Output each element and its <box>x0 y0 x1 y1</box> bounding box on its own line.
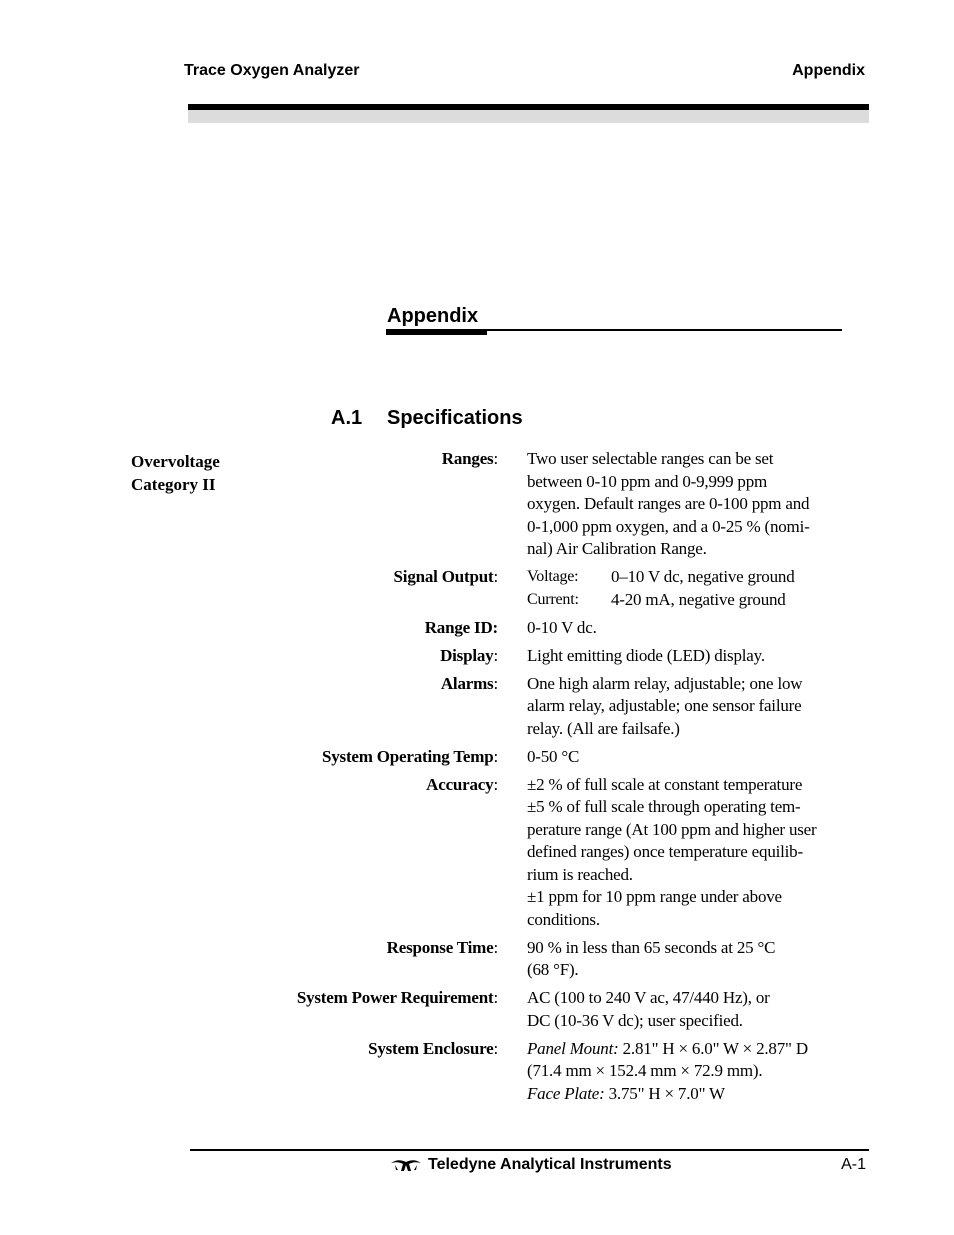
spec-label: System Enclosure <box>368 1038 494 1058</box>
spec-value-line: between 0-10 ppm and 0-9,999 ppm <box>527 471 768 491</box>
spec-value-line: ±2 % of full scale at constant temperature <box>527 774 803 794</box>
footer-company <box>390 1156 672 1174</box>
spec-value-line: oxygen. Default ranges are 0-100 ppm and <box>527 494 810 513</box>
spec-ranges: Ranges: Two user selectable ranges can be set between 0-10 ppm and 0-9,999 ppm oxygen. Default ranges are 0-100 ppm and 0-1,000 ppm oxygen, and a 0-25 % (nomi- nal) Air Calibration Range. <box>240 448 840 561</box>
signal-current-value: 4-20 mA, negative ground <box>611 589 786 609</box>
spec-value-line: conditions. <box>527 909 600 929</box>
spec-label: Response Time <box>386 937 494 957</box>
page-number: A-1 <box>841 1156 866 1173</box>
running-header-section: Appendix <box>792 62 865 79</box>
section-number: A.1 <box>331 407 363 429</box>
spec-value-line: defined ranges) once temperature equilib- <box>527 842 803 861</box>
spec-value-line: ±5 % of full scale through operating tem- <box>527 797 801 816</box>
enclosure-face-line <box>527 1083 840 1106</box>
spec-label: Range ID: <box>424 617 498 637</box>
spec-value <box>527 448 840 561</box>
spec-value <box>527 937 840 982</box>
spec-value: 0-50 °C <box>527 746 580 766</box>
spec-response-time: Response Time: 90 % in less than 65 seconds at 25 °C (68 °F). <box>240 937 840 982</box>
spec-value-line: rium is reached. <box>527 864 633 884</box>
signal-voltage-row <box>527 566 840 589</box>
enclosure-panel-key: Panel Mount: <box>527 1038 619 1058</box>
spec-label: System Operating Temp <box>321 746 494 766</box>
spec-display: Display: Light emitting diode (LED) display. <box>240 645 840 668</box>
spec-value-line: relay. (All are failsafe.) <box>527 718 680 738</box>
signal-current-key: Current: <box>527 590 579 608</box>
spec-signal-output: Signal Output: Voltage: 0–10 V dc, negative ground Current: 4-20 mA, negative ground <box>240 566 840 611</box>
spec-range-id <box>240 617 840 640</box>
spec-value-line: (68 °F). <box>527 960 579 979</box>
enclosure-panel-line <box>527 1038 840 1061</box>
spec-value-line: alarm relay, adjustable; one sensor failure <box>527 696 802 715</box>
spec-label: Ranges <box>441 449 494 468</box>
spec-value <box>527 1038 840 1106</box>
spec-label: Signal Output <box>393 567 494 586</box>
enclosure-face-value: 3.75" H × 7.0" W <box>604 1083 725 1103</box>
enclosure-panel-value: 2.81" H × 6.0" W × 2.87" D <box>618 1038 808 1058</box>
spec-value-line: perature range (At 100 ppm and higher user <box>527 819 817 839</box>
enclosure-panel-mm: (71.4 mm × 152.4 mm × 72.9 mm). <box>527 1061 763 1080</box>
header-gray-band <box>188 110 869 123</box>
spec-label: Display <box>440 645 494 665</box>
spec-value <box>527 987 840 1032</box>
spec-value-line: DC (10-36 V dc); user specified. <box>527 1010 743 1030</box>
spec-value-line: AC (100 to 240 V ac, 47/440 Hz), or <box>527 988 770 1007</box>
teledyne-logo-icon <box>390 1158 422 1172</box>
margin-note-line: Overvoltage <box>131 452 220 471</box>
spec-value: Light emitting diode (LED) display. <box>527 645 765 665</box>
spec-value-line: 0-1,000 ppm oxygen, and a 0-25 % (nomi- <box>527 516 810 536</box>
footer-rule <box>190 1149 869 1151</box>
section-title: Specifications <box>387 407 523 429</box>
spec-value <box>527 673 840 741</box>
margin-note-line: Category II <box>131 474 216 494</box>
spec-value-line: nal) Air Calibration Range. <box>527 539 707 558</box>
spec-value <box>527 566 840 611</box>
spec-value: 0-10 V dc. <box>527 617 597 637</box>
running-header-title: Trace Oxygen Analyzer <box>184 62 360 79</box>
signal-voltage-key: Voltage: <box>527 568 579 585</box>
footer-company-name: Teledyne Analytical Instruments <box>428 1156 672 1173</box>
enclosure-face-key: Face Plate: <box>527 1083 605 1103</box>
spec-label: System Power Requirement <box>296 988 494 1007</box>
signal-current-row <box>527 589 840 612</box>
chapter-title-rule-accent <box>386 331 487 335</box>
signal-voltage-value: 0–10 V dc, negative ground <box>611 567 795 586</box>
spec-value-line: ±1 ppm for 10 ppm range under above <box>527 887 782 906</box>
specifications-list <box>240 448 840 1111</box>
spec-value <box>527 774 840 932</box>
spec-value-line: 90 % in less than 65 seconds at 25 °C <box>527 937 776 957</box>
spec-enclosure: System Enclosure: Panel Mount: 2.81" H × 6.0" W × 2.87" D (71.4 mm × 152.4 mm × 72.9 mm). Face Plate: 3.75" H × 7.0" W <box>240 1038 840 1106</box>
spec-value-line: One high alarm relay, adjustable; one low <box>527 673 803 693</box>
spec-accuracy: Accuracy: ±2 % of full scale at constant temperature ±5 % of full scale through operating tem- perature range (At 100 ppm and higher user defined ranges) once temperature equilib- rium is reached. ±1 ppm for 10 ppm range under above conditions. <box>240 774 840 932</box>
spec-alarms: Alarms: One high alarm relay, adjustable; one low alarm relay, adjustable; one sensor failure relay. (All are failsafe.) <box>240 673 840 741</box>
spec-power-requirement: System Power Requirement: AC (100 to 240 V ac, 47/440 Hz), or DC (10-36 V dc); user specified. <box>240 987 840 1032</box>
chapter-title: Appendix <box>387 305 479 327</box>
spec-operating-temp: System Operating Temp: 0-50 °C <box>240 746 840 769</box>
spec-label: Alarms <box>440 673 494 693</box>
spec-value-line: Two user selectable ranges can be set <box>527 449 774 468</box>
spec-label: Accuracy <box>426 774 494 794</box>
